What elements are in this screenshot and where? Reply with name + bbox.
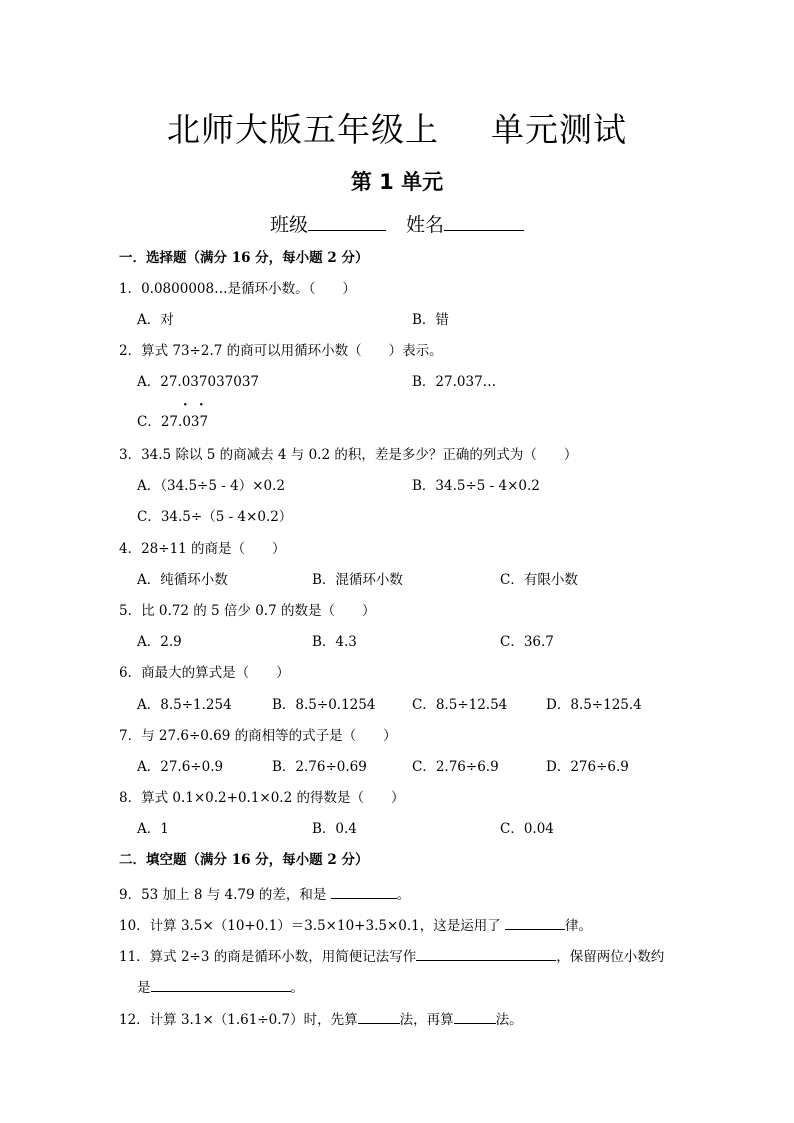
question-11 <box>119 946 664 966</box>
q2-option-c[interactable] <box>137 413 208 431</box>
question-9 <box>119 884 410 904</box>
class-name-line <box>0 210 794 237</box>
question-2: 2．算式 73÷2.7 的商可以用循环小数（ ）表示。 <box>119 343 443 359</box>
repeating-dot-end: · <box>199 398 204 413</box>
q10-answer-blank[interactable] <box>505 915 565 930</box>
name-blank[interactable] <box>444 211 524 231</box>
question-11-line-2 <box>137 977 304 997</box>
q9-text: 9．53 加上 8 与 4.79 的差，和是 <box>119 887 331 903</box>
q1-option-b[interactable]: B．错 <box>412 312 449 328</box>
q5-option-a[interactable]: A．2.9 <box>137 634 182 650</box>
q9-end: 。 <box>396 887 411 903</box>
title-right: 单元测试 <box>491 110 627 149</box>
q6-option-d[interactable]: D．8.5÷125.4 <box>546 697 642 713</box>
name-label: 姓名 <box>406 214 445 236</box>
q11-end: 。 <box>290 980 304 996</box>
q11-line2-text: 是 <box>137 980 151 996</box>
q8-option-b[interactable]: B．0.4 <box>312 821 357 837</box>
q7-option-a[interactable]: A．27.6÷0.9 <box>137 759 224 775</box>
q10-end: 律。 <box>565 918 593 934</box>
q12-answer-blank-1[interactable] <box>358 1009 400 1024</box>
q2-option-a[interactable]: A．27.037037037 <box>137 374 260 390</box>
unit-subtitle: 第 1 单元 <box>350 170 444 194</box>
class-label: 班级 <box>269 214 308 236</box>
q6-option-c[interactable]: C．8.5÷12.54 <box>412 697 508 713</box>
question-8: 8．算式 0.1×0.2+0.1×0.2 的得数是（ ） <box>119 790 405 806</box>
q12-end: 法。 <box>495 1012 523 1028</box>
q11-answer-blank-1[interactable] <box>416 946 556 961</box>
q8-option-a[interactable]: A．1 <box>137 821 169 837</box>
q9-answer-blank[interactable] <box>331 884 397 899</box>
q7-option-d[interactable]: D．276÷6.9 <box>546 759 629 775</box>
question-12 <box>119 1009 523 1029</box>
q12-answer-blank-2[interactable] <box>454 1009 496 1024</box>
q1-option-a[interactable]: A．对 <box>137 312 174 328</box>
q10-text: 10．计算 3.5×（10+0.1）＝3.5×10+3.5×0.1，这是运用了 <box>119 918 506 934</box>
question-5: 5．比 0.72 的 5 倍少 0.7 的数是（ ） <box>119 603 376 619</box>
class-blank[interactable] <box>308 211 386 231</box>
q6-option-b[interactable]: B．8.5÷0.1254 <box>272 697 376 713</box>
question-3: 3．34.5 除以 5 的商减去 4 与 0.2 的积，差是多少？正确的列式为（ ） <box>119 447 578 463</box>
q3-option-a[interactable]: A．（34.5÷5 - 4）×0.2 <box>137 478 285 494</box>
q4-option-a[interactable]: A．纯循环小数 <box>137 572 228 588</box>
q11-mid: ，保留两位小数约 <box>556 949 665 965</box>
q2-c-prefix: C．27. <box>137 414 183 430</box>
q7-option-c[interactable]: C．2.76÷6.9 <box>412 759 499 775</box>
section-2-heading: 二．填空题（满分 16 分，每小题 2 分） <box>119 852 369 868</box>
question-6: 6．商最大的算式是（ ） <box>119 665 290 681</box>
question-7: 7．与 27.6÷0.69 的商相等的式子是（ ） <box>119 728 397 744</box>
title-left: 北师大版五年级上 <box>167 110 439 149</box>
q3-option-b[interactable]: B．34.5÷5 - 4×0.2 <box>412 478 540 494</box>
repeating-dot-start: · <box>183 398 188 413</box>
q5-option-b[interactable]: B．4.3 <box>312 634 357 650</box>
q5-option-c[interactable]: C．36.7 <box>500 634 554 650</box>
question-1: 1．0.0800008…是循环小数。（ ） <box>119 281 356 297</box>
q3-option-c[interactable]: C．34.5÷（5 - 4×0.2） <box>137 509 293 525</box>
page-title <box>0 104 794 151</box>
q4-option-c[interactable]: C．有限小数 <box>500 572 578 588</box>
q2-option-b[interactable]: B．27.037… <box>412 374 497 390</box>
q11-answer-blank-2[interactable] <box>151 977 291 992</box>
q8-option-c[interactable]: C．0.04 <box>500 821 554 837</box>
q7-option-b[interactable]: B．2.76÷0.69 <box>272 759 367 775</box>
q11-text: 11．算式 2÷3 的商是循环小数，用简便记法写作 <box>119 949 417 965</box>
q12-text: 12．计算 3.1×（1.61÷0.7）时，先算 <box>119 1012 358 1028</box>
question-10 <box>119 915 592 935</box>
q4-option-b[interactable]: B．混循环小数 <box>312 572 403 588</box>
q6-option-a[interactable]: A．8.5÷1.254 <box>137 697 232 713</box>
question-4: 4．28÷11 的商是（ ） <box>119 541 286 557</box>
q12-mid: 法，再算 <box>399 1012 454 1028</box>
section-1-heading: 一．选择题（满分 16 分，每小题 2 分） <box>119 250 369 266</box>
q2-c-repeating-digits: 037 <box>182 414 209 430</box>
